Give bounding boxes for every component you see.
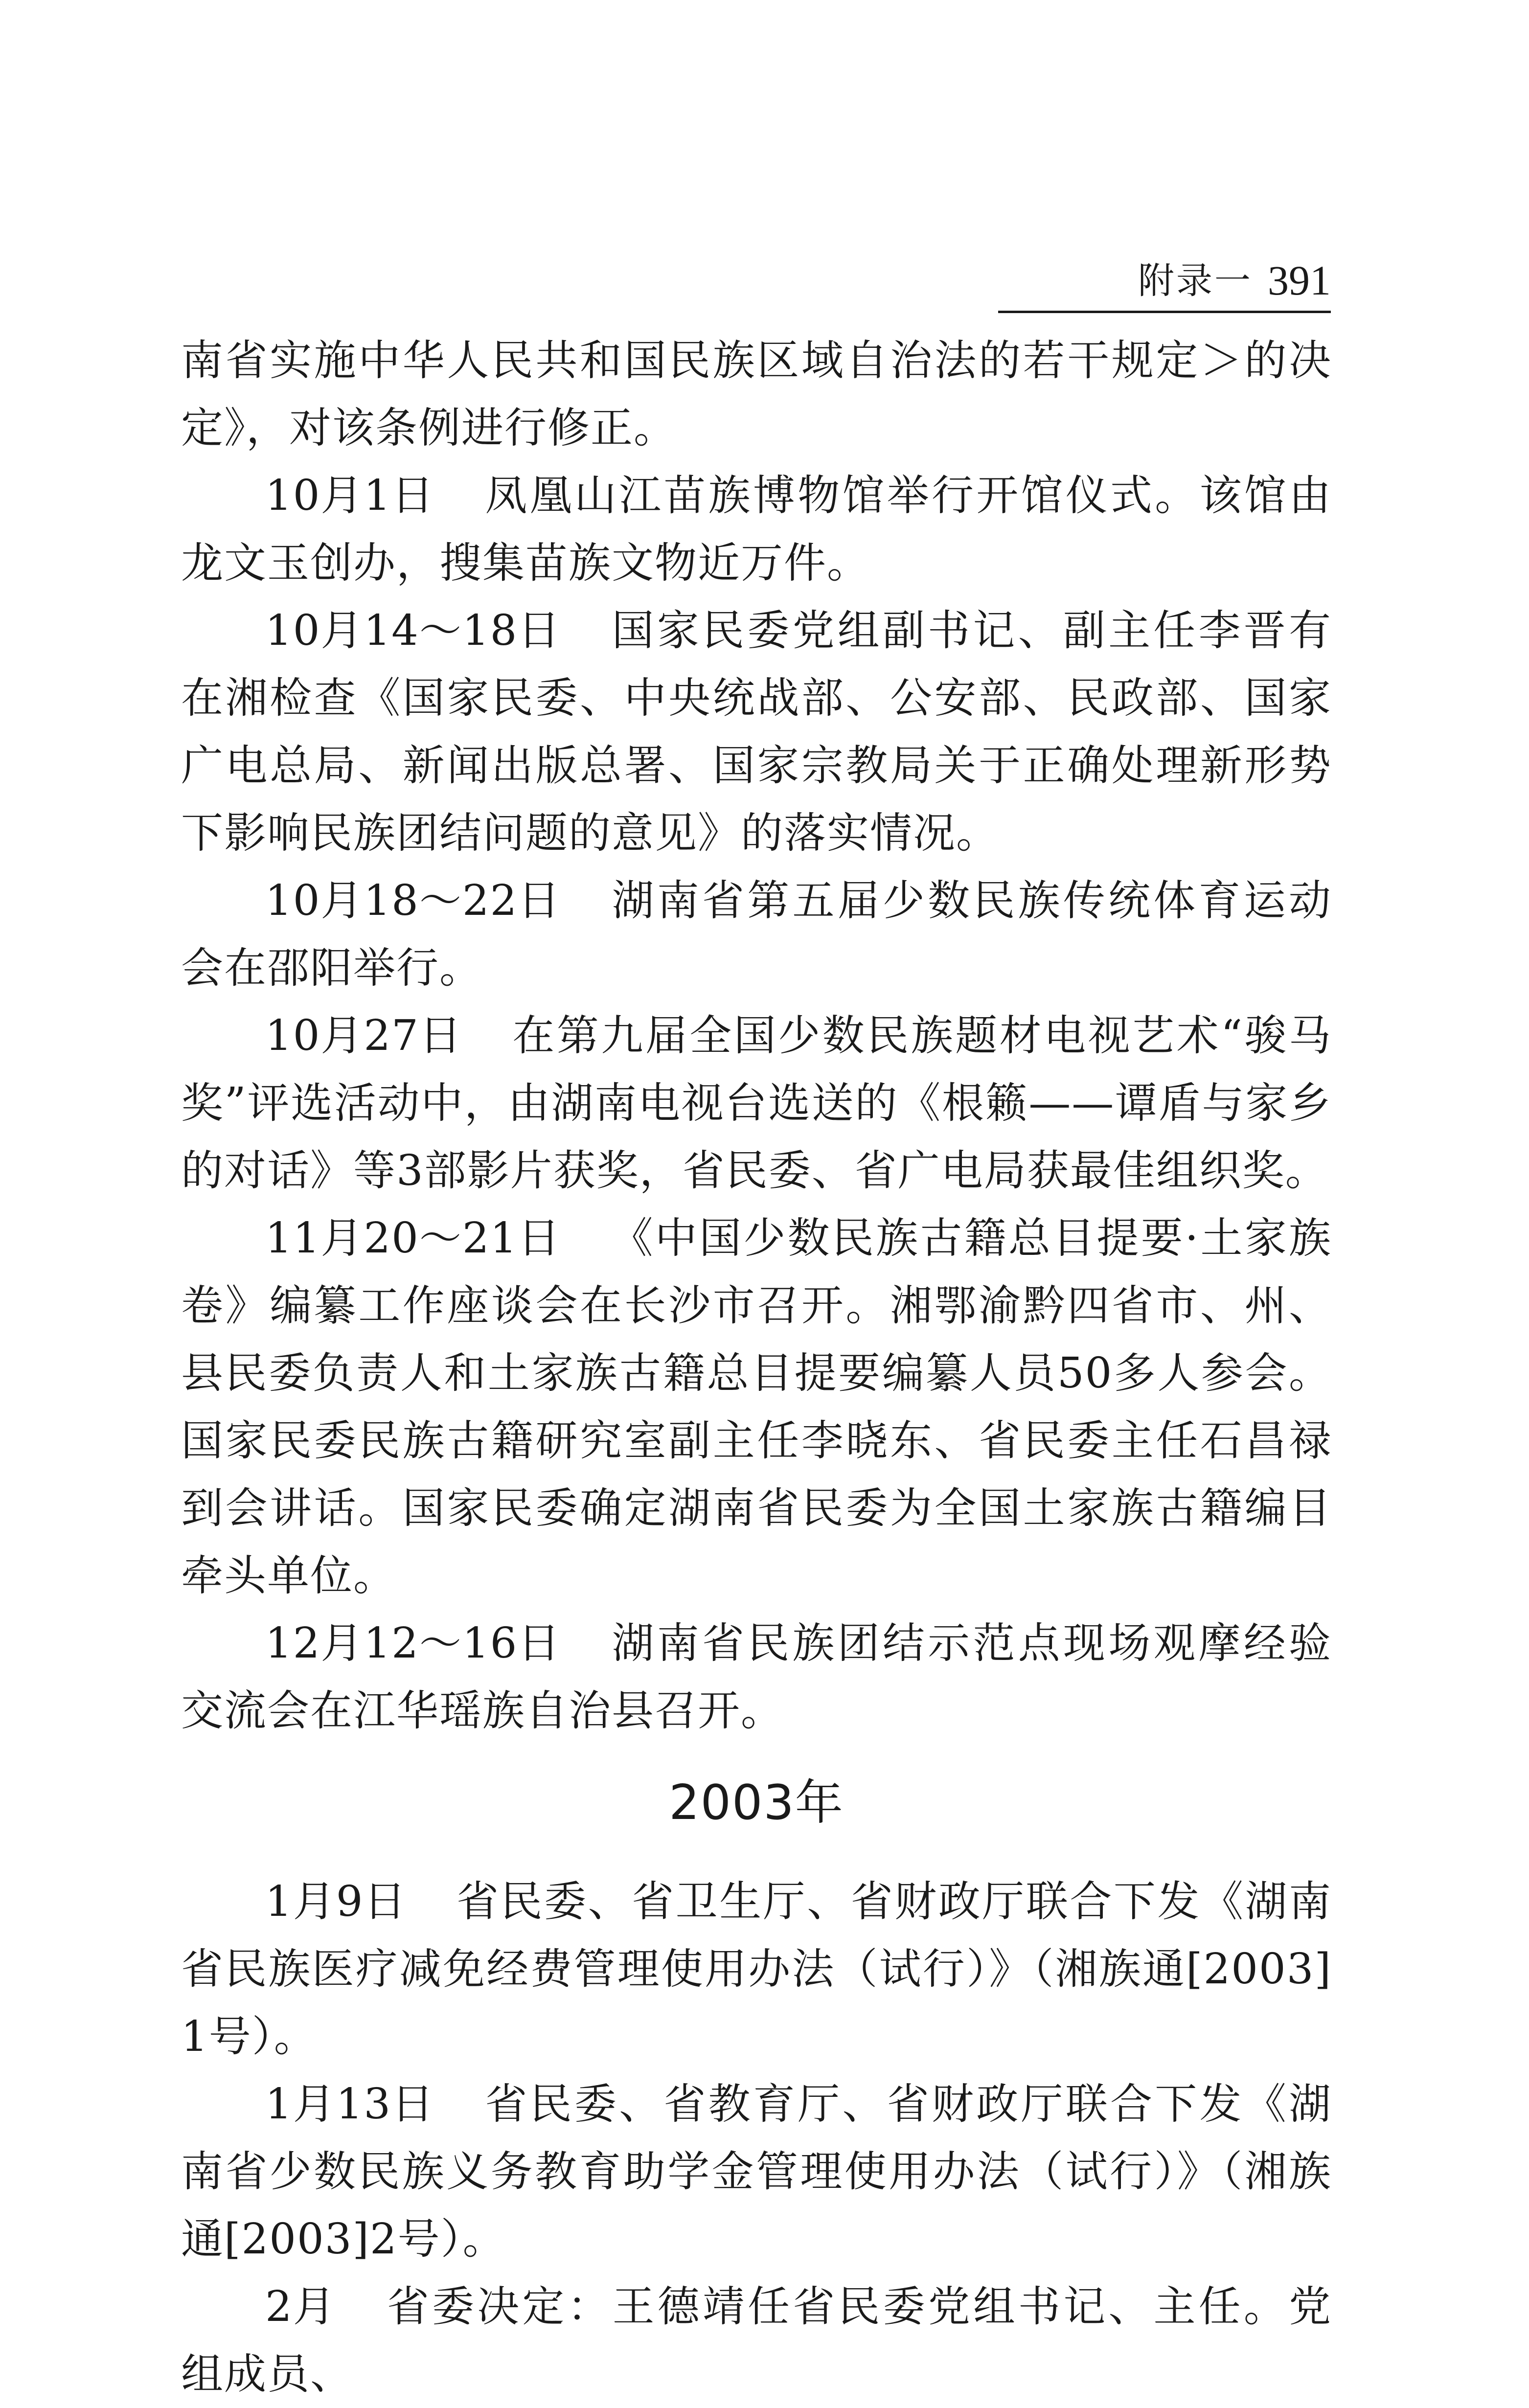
event-date: 10月18～22日: [265, 876, 561, 925]
event-entry: [181, 867, 1332, 1002]
page-number: 391: [1268, 257, 1331, 304]
continued-paragraph: 南省实施中华人民共和国民族区域自治法的若干规定＞的决定》，对该条例进行修正。: [181, 336, 1332, 453]
appendix-label: 附录一: [1138, 260, 1253, 302]
event-entry: [181, 1610, 1332, 1745]
event-text: 湖南省民族团结示范点现场观摩经验交流会在江华瑶族自治县召开。: [181, 1619, 1332, 1735]
event-date: 10月14～18日: [265, 606, 561, 655]
year-heading: 2003年: [669, 1775, 844, 1831]
event-text: 在第九届全国少数民族题材电视艺术“骏马奖”评选活动中，由湖南电视台选送的《根籁——谭盾与家乡的对话》等3部影片获奖，省民委、省广电局获最佳组织奖。: [181, 1011, 1332, 1195]
event-text: 省委决定：王德靖任省民委党组书记、主任。党组成员、: [181, 2282, 1332, 2399]
event-entry: [181, 1204, 1332, 1610]
event-entry: [181, 2273, 1332, 2408]
event-text: 省民委、省卫生厅、省财政厅联合下发《湖南省民族医疗减免经费管理使用办法（试行）》（湘族通[2003]1号）。: [181, 1877, 1332, 2061]
event-date: 2月: [265, 2282, 336, 2331]
event-entry: [181, 1002, 1332, 1204]
event-text: 国家民委党组副书记、副主任李晋有在湘检查《国家民委、中央统战部、公安部、民政部、国家广电总局、新闻出版总署、国家宗教局关于正确处理新形势下影响民族团结问题的意见》的落实情况。: [181, 606, 1332, 858]
event-entry: [181, 2070, 1332, 2273]
running-header: [998, 257, 1331, 313]
event-text: 凤凰山江苗族博物馆举行开馆仪式。该馆由龙文玉创办，搜集苗族文物近万件。: [181, 471, 1332, 588]
event-text: 省民委、省教育厅、省财政厅联合下发《湖南省少数民族义务教育助学金管理使用办法（试行）》（湘族通[2003]2号）。: [181, 2080, 1332, 2264]
event-date: 1月13日: [265, 2080, 435, 2129]
event-entry: [181, 597, 1332, 867]
event-date: 12月12～16日: [265, 1619, 561, 1668]
event-entry: [181, 462, 1332, 597]
event-text: 湖南省第五届少数民族传统体育运动会在邵阳举行。: [181, 876, 1332, 993]
event-text: 《中国少数民族古籍总目提要·土家族卷》编纂工作座谈会在长沙市召开。湘鄂渝黔四省市、州、县民委负责人和土家族古籍总目提要编纂人员50多人参会。国家民委民族古籍研究室副主任李晓东、省民委主任石昌禄到会讲话。国家民委确定湖南省民委为全国土家族古籍编目牵头单位。: [181, 1214, 1332, 1600]
event-entry: [181, 1868, 1332, 2070]
event-date: 10月27日: [265, 1011, 462, 1060]
event-date: 1月9日: [265, 1877, 407, 1926]
page-body: [181, 327, 1332, 2408]
event-date: 10月1日: [265, 471, 435, 520]
event-date: 11月20～21日: [265, 1214, 561, 1263]
